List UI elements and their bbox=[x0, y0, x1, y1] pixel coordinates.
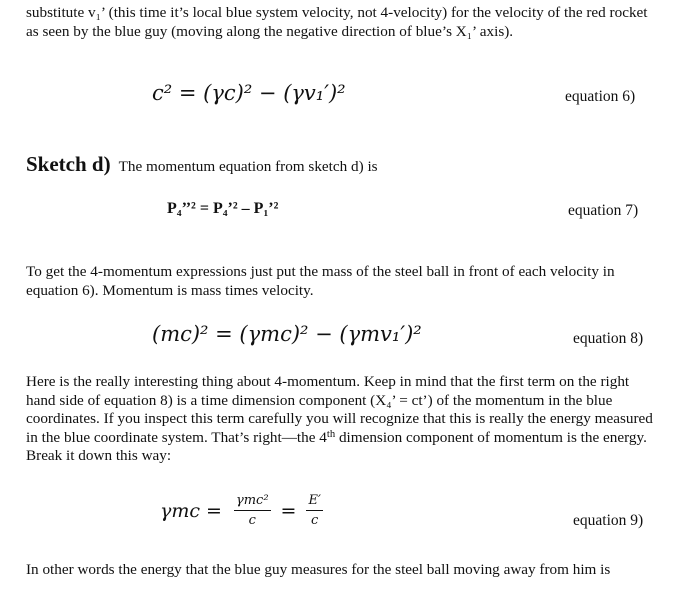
equation-9-denominator-2: c bbox=[311, 513, 319, 528]
equation-9-denominator-1: c bbox=[248, 513, 256, 528]
equation-9-lhs: γmc bbox=[160, 499, 201, 522]
equation-7-lhs: P₄’’² bbox=[167, 200, 196, 217]
paragraph-energy: In other words the energy that the blue guy measures for the steel ball moving away from him is bbox=[26, 561, 611, 578]
paragraph-momentum: To get the 4-momentum expressions just put the mass of the steel ball in front of each velocity in equation 6). Momentum is mass times velocity. bbox=[26, 263, 615, 299]
sketch-heading bbox=[26, 152, 378, 177]
equation-7-equals: = bbox=[195, 200, 213, 217]
equation-9-numerator-1: γmc² bbox=[235, 493, 269, 508]
sketch-text: The momentum equation from sketch d) is bbox=[118, 158, 378, 175]
superscript-th: th bbox=[326, 428, 336, 440]
equation-7-label: equation 7) bbox=[568, 202, 639, 219]
equation-6: c² = (γc)² − (γv₁′)² bbox=[152, 81, 346, 105]
equation-8-label: equation 8) bbox=[573, 330, 644, 347]
equation-9 bbox=[160, 493, 329, 528]
equation-9-equals-2: = bbox=[280, 499, 297, 522]
equation-9-fraction-1 bbox=[234, 493, 271, 528]
equation-7 bbox=[167, 200, 278, 218]
equation-6-label: equation 6) bbox=[565, 88, 636, 105]
equation-9-fraction-bar-2 bbox=[306, 510, 322, 511]
paragraph-interesting-part2: dimension component of momentum is the energy. Break it down this way: bbox=[26, 428, 647, 464]
equation-7-rhs: P₄’² – P₁’² bbox=[212, 200, 279, 217]
equation-9-label: equation 9) bbox=[573, 512, 644, 529]
equation-8: (mc)² = (γmc)² − (γmv₁′)² bbox=[152, 322, 422, 346]
equation-9-numerator-2: E′ bbox=[308, 493, 321, 508]
equation-9-fraction-2 bbox=[306, 493, 322, 528]
paragraph-substitute: substitute v₁’ (this time it’s local blue system velocity, not 4-velocity) for the velocity of the red rocket as seen by the blue guy (moving along the negative direction of blue’s X₁’ axis). bbox=[26, 4, 648, 40]
sketch-label: Sketch d) bbox=[26, 152, 111, 176]
equation-9-equals-1: = bbox=[206, 499, 222, 522]
paragraph-interesting-part1: Here is the really interesting thing about 4-momentum. Keep in mind that the first term on the right hand side of equation 8) is a time dimension component (X₄’ = ct’) of the momentum in the blue coordinates. If you inspect this term carefully you will recognize that this is really the energy measured in the blue coordinate system. That’s right—the 4 bbox=[26, 373, 653, 446]
paragraph-interesting bbox=[26, 373, 662, 466]
equation-9-fraction-bar-1 bbox=[234, 510, 271, 511]
